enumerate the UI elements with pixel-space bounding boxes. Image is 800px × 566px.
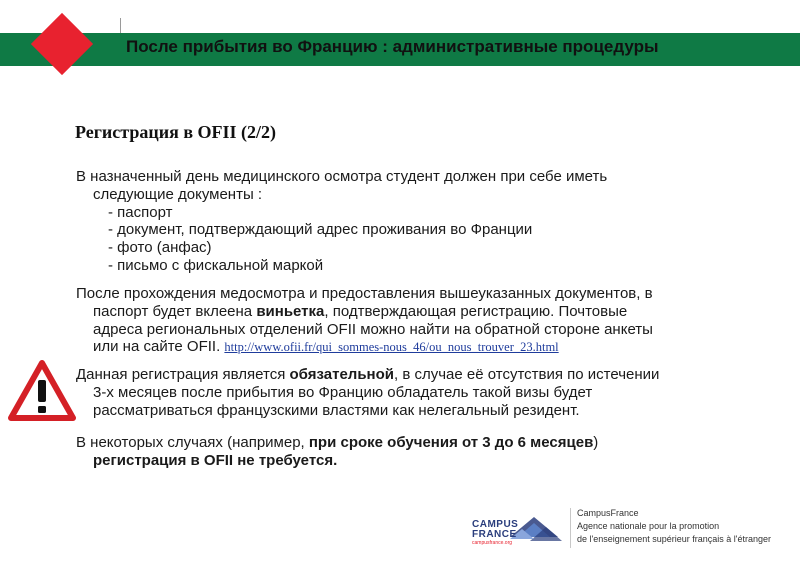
document-list-item: - документ, подтверждающий адрес проживания во Франции: [108, 221, 533, 239]
p1-line2: следующие документы :: [93, 185, 263, 203]
p1-line1: В назначенный день медицинского осмотра студент должен при себе иметь: [76, 168, 608, 185]
p2-line2-pre: паспорт будет вклеена: [93, 302, 257, 320]
logo-text-url: campusfrance.org: [472, 540, 513, 546]
p3-line3: рассматриваться французскими властями как нелегальный резидент.: [93, 401, 580, 419]
org-name: CampusFrance: [577, 508, 639, 518]
page-title: После прибытия во Францию : административные процедуры: [126, 37, 659, 56]
mandatory-bold: обязательной: [289, 366, 394, 383]
p3-line2: 3-х месяцев после прибытия во Францию обладатель такой визы будет: [93, 383, 593, 401]
warning-icon: [8, 360, 76, 422]
ofii-link[interactable]: http://www.ofii.fr/qui_sommes-nous_46/ou_nous_trouver_23.html: [224, 340, 559, 355]
document-list-item: - паспорт: [108, 203, 173, 221]
paragraph-documents: [76, 168, 766, 275]
not-required-bold: регистрация в OFII не требуется.: [93, 451, 338, 469]
footer-divider: [570, 508, 571, 548]
paragraph-vignette: [76, 285, 766, 357]
org-line2: Agence nationale pour la promotion: [577, 521, 720, 531]
document-list-item: - фото (анфас): [108, 239, 212, 257]
p2-line2-post: , подтверждающая регистрацию. Почтовые: [324, 302, 628, 320]
logo-text-campus: CAMPUS: [472, 519, 519, 530]
p4-line1: [76, 434, 766, 452]
p2-line1: После прохождения медосмотра и предоставления вышеуказанных документов, в: [76, 285, 653, 302]
paragraph-mandatory: [76, 366, 766, 419]
paragraph-exception: [76, 434, 766, 470]
p2-line2: [76, 303, 766, 321]
p4-line1-pre: В некоторых случаях (например,: [76, 434, 309, 451]
p3-line1: [76, 366, 766, 384]
footer-org-info: [577, 507, 771, 546]
section-heading: Регистрация в OFII (2/2): [75, 122, 277, 142]
p2-line3: адреса региональных отделений OFII можно найти на обратной стороне анкеты: [93, 320, 653, 338]
duration-bold: при сроке обучения от 3 до 6 месяцев: [308, 434, 594, 451]
p2-line4: [76, 338, 766, 357]
p2-line4-pre: или на сайте OFII.: [93, 338, 225, 356]
p3-line1-pre: Данная регистрация является: [76, 366, 290, 383]
p4-line2: [76, 452, 766, 470]
logo-text-france: FRANCE: [472, 529, 517, 540]
document-list-item: - письмо с фискальной маркой: [108, 256, 324, 274]
p3-line1-post: , в случае её отсутствия по истечении: [393, 366, 660, 383]
org-line3: de l'enseignement supérieur français à l'étranger: [577, 534, 772, 544]
vignette-bold: виньетка: [256, 302, 325, 320]
p4-line1-post: ): [593, 434, 599, 451]
